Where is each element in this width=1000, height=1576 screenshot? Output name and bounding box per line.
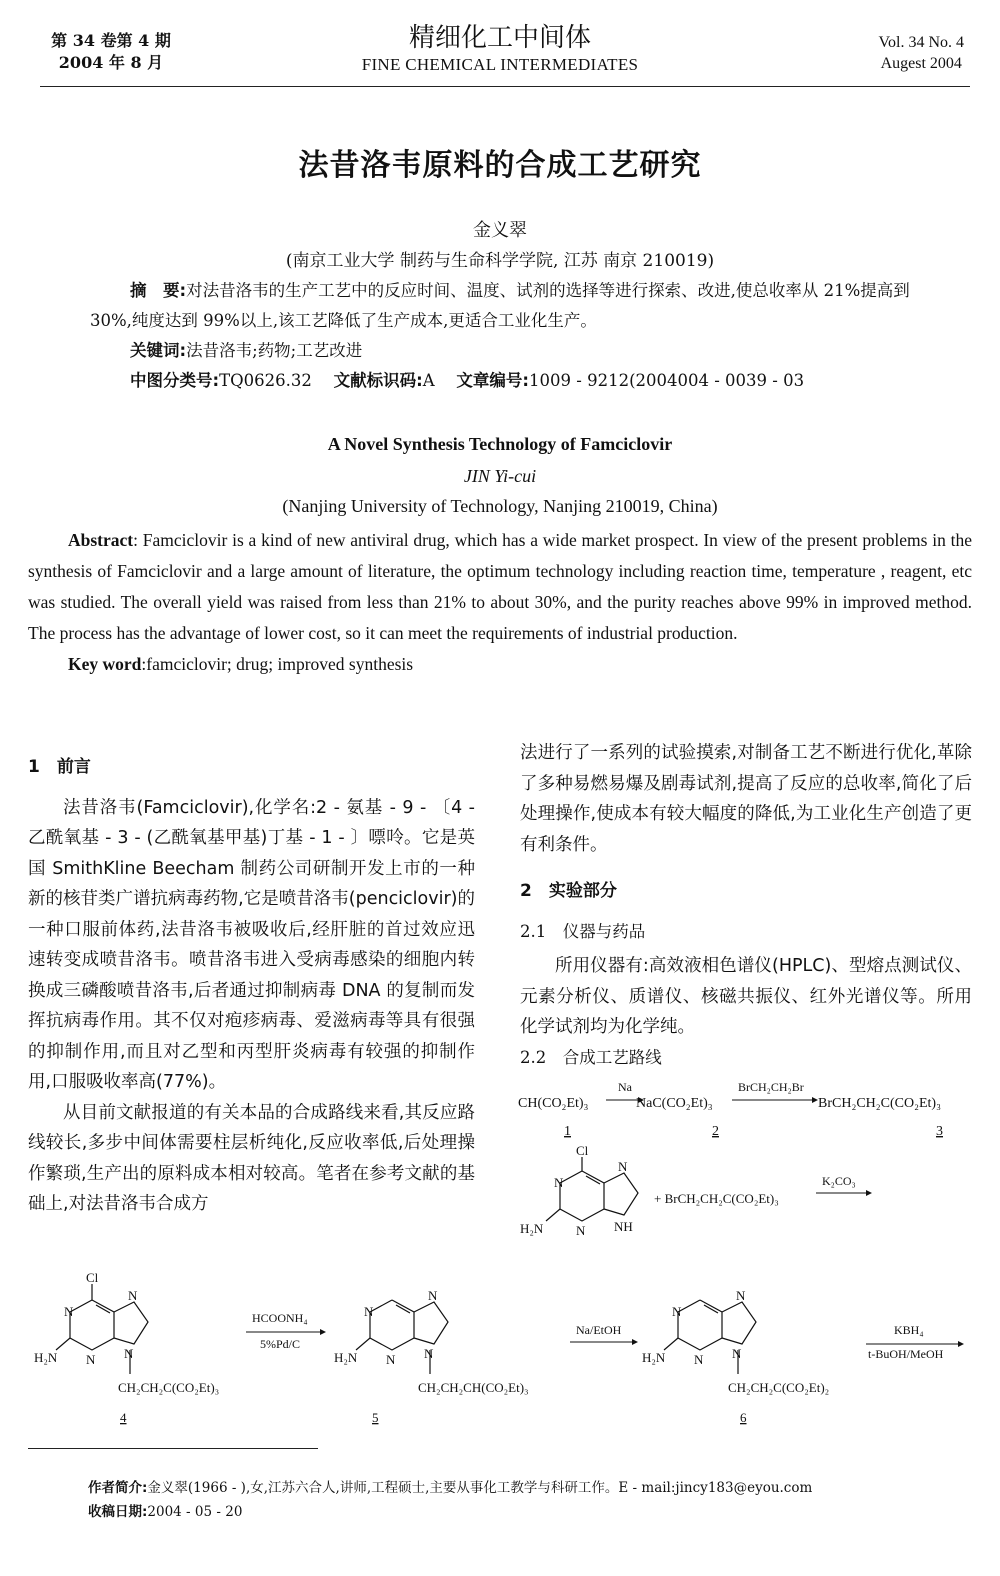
reagent-dibromoethane: BrCH₂CH₂Br <box>738 1080 804 1094</box>
paper-title: 法昔洛韦原料的合成工艺研究 <box>298 148 702 183</box>
affiliation-en: (Nanjing University of Technology, Nanjing 210019, China) <box>282 496 718 516</box>
left-column <box>28 752 475 1220</box>
c4-n-atom-3: N <box>86 1352 96 1367</box>
reagent-k2co3: K₂CO₃ <box>822 1174 856 1188</box>
purine-n-atom-3: N <box>576 1223 586 1238</box>
section-2-2-heading: 2.2 合成工艺路线 <box>520 1047 662 1067</box>
author-bio <box>88 1476 970 1500</box>
footnote-rule <box>28 1448 318 1449</box>
label-4: 4 <box>120 1410 127 1425</box>
doc-code-label: 文献标识码: <box>333 371 423 390</box>
keywords-cn-text: 法昔洛韦;药物;工艺改进 <box>186 341 363 360</box>
keywords-en <box>28 649 972 680</box>
header-volume-en: Vol. 34 No. 4 <box>878 34 964 51</box>
c5-n-atom-3: N <box>386 1352 396 1367</box>
journal-name-cn: 精细化工中间体 <box>408 23 591 53</box>
c4-amino: H₂N <box>34 1350 58 1365</box>
received-date-label: 收稿日期: <box>88 1504 148 1520</box>
right-column <box>520 738 972 1073</box>
purine-n-atom-7: N <box>618 1159 628 1174</box>
author-cn: 金义翠 <box>473 220 527 241</box>
title-en: A Novel Synthesis Technology of Famciclovir <box>327 434 673 454</box>
section-2-heading: 2 实验部分 <box>520 881 617 901</box>
section-1-paragraph-2: 从目前文献报道的有关本品的合成路线来看,其反应路线较长,多步中间体需要柱层析纯化,反应收率低,后处理操作繁琐,生产出的原料成本相对较高。笔者在参考文献的基础上,对法昔洛韦合成方 <box>28 1102 475 1214</box>
c4-cl-atom: Cl <box>86 1270 99 1285</box>
c6-side-chain: CH₂CH₂C(CO₂Et)₂ <box>728 1380 830 1395</box>
header-volume-cn: 第 34 卷第 4 期 <box>51 31 171 50</box>
footnote <box>88 1476 970 1524</box>
abstract-cn <box>90 276 910 336</box>
abstract-en <box>28 525 972 649</box>
arrow-4-head <box>320 1329 326 1335</box>
section-1-heading: 1 前言 <box>28 757 91 777</box>
received-date-value: 2004 - 05 - 20 <box>147 1504 243 1520</box>
reagent-na: Na <box>618 1080 632 1094</box>
author-bio-text: 金义翠(1966 - ),女,江苏六合人,讲师,工程硕士,主要从事化工教学与科研工作。E - mail:jincy183@eyou.com <box>147 1480 813 1496</box>
purine-nh-atom: NH <box>614 1219 633 1234</box>
clc-value: TQ0626.32 <box>219 371 312 390</box>
header-journal <box>300 22 700 76</box>
abstract-en-text: : Famciclovir is a kind of new antiviral drug, which has a wide market prospect. In view of the present problems in the synthesis of Famciclovir and a large amount of literature, the optimum technology including reaction time, temperature , reagent, etc was studied. The overall yield was raised from less than 21% to about 30%, and the purity reaches above 99% in improved method. The process has the advantage of lower cost, so it can meet the requirements of industrial production. <box>28 530 972 643</box>
reagent-na-etoh: Na/EtOH <box>576 1323 622 1337</box>
header-issue <box>46 30 176 74</box>
c5-n-atom-9: N <box>424 1346 434 1361</box>
article-no-value: 1009 - 9212(2004004 - 0039 - 03 <box>529 371 805 390</box>
purine-amino: H₂N <box>520 1221 544 1236</box>
c6-amino: H₂N <box>642 1350 666 1365</box>
label-6: 6 <box>740 1410 747 1425</box>
compound-2-formula: NaC(CO₂Et)₃ <box>636 1096 713 1111</box>
c4-side-chain: CH₂CH₂C(CO₂Et)₃ <box>118 1380 220 1395</box>
c6-n-atom-9: N <box>732 1346 742 1361</box>
author-en: JIN Yi-cui <box>463 466 537 486</box>
keywords-cn-label: 关键词: <box>130 341 187 360</box>
classification-line <box>90 366 910 396</box>
alkyl-bromide-reagent: + BrCH₂CH₂C(CO₂Et)₃ <box>654 1191 779 1206</box>
author-bio-label: 作者简介: <box>88 1480 148 1496</box>
affiliation-cn: (南京工业大学 制药与生命科学学院, 江苏 南京 210019) <box>285 251 715 271</box>
c6-n-atom-7: N <box>736 1288 746 1303</box>
compound-1-formula: CH(CO₂Et)₃ <box>518 1096 589 1111</box>
header-rule <box>40 86 970 87</box>
section-2-1-heading: 2.1 仪器与药品 <box>520 921 646 941</box>
abstract-en-block <box>28 525 972 680</box>
c5-amino: H₂N <box>334 1350 358 1365</box>
received-date <box>88 1500 970 1524</box>
compound-3-formula: BrCH₂CH₂C(CO₂Et)₃ <box>818 1096 941 1111</box>
reagent-ammonium-formate: HCOONH₄ <box>252 1311 308 1325</box>
abstract-cn-block <box>90 276 910 396</box>
abstract-cn-text: 对法昔洛韦的生产工艺中的反应时间、温度、试剂的选择等进行探索、改进,使总收率从 21%提高到 30%,纯度达到 99%以上,该工艺降低了生产成本,更适合工业化生产。 <box>90 281 910 330</box>
c6-n-atom-1: N <box>672 1304 682 1319</box>
header-volume-en-block <box>879 32 965 74</box>
section-1-paragraph-2-cont: 法进行了一系列的试验摸索,对制备工艺不断进行优化,革除了多种易燃易爆及剧毒试剂,提高了反应的总收率,简化了后处理操作,使成本有较大幅度的降低,为工业化生产创造了更有利条件。 <box>520 743 972 855</box>
section-2-1-text: 所用仪器有:高效液相色谱仪(HPLC)、型熔点测试仪、元素分析仪、质谱仪、核磁共振仪、红外光谱仪等。所用化学试剂均为化学纯。 <box>520 956 972 1037</box>
c5-n-atom-1: N <box>364 1304 374 1319</box>
c4-n-atom-7: N <box>128 1288 138 1303</box>
label-5: 5 <box>372 1410 379 1425</box>
reagent-solvent: t-BuOH/MeOH <box>868 1347 944 1361</box>
reagent-kbh4: KBH₄ <box>894 1323 924 1337</box>
keywords-cn <box>90 336 910 366</box>
doc-code-value: A <box>422 371 435 390</box>
c6-n-atom-3: N <box>694 1352 704 1367</box>
header-date-cn: 2004 年 8 月 <box>58 53 164 72</box>
c5-side-chain: CH₂CH₂CH(CO₂Et)₃ <box>418 1380 529 1395</box>
scheme-bottom <box>20 1262 980 1437</box>
label-3: 3 <box>936 1124 943 1139</box>
c4-n-atom-1: N <box>64 1304 74 1319</box>
label-2: 2 <box>712 1124 719 1139</box>
keywords-en-text: :famciclovir; drug; improved synthesis <box>141 654 414 674</box>
c5-n-atom-7: N <box>428 1288 438 1303</box>
journal-name-en: FINE CHEMICAL INTERMEDIATES <box>361 55 639 74</box>
arrow-3-head <box>866 1190 872 1196</box>
arrow-6-head <box>958 1341 964 1347</box>
purine-n-atom-1: N <box>554 1175 564 1190</box>
arrow-5-head <box>632 1339 638 1345</box>
clc-label: 中图分类号: <box>130 371 220 390</box>
purine-cl-atom: Cl <box>576 1143 589 1158</box>
header-date-en: Augest 2004 <box>880 55 962 72</box>
keywords-en-label: Key word <box>68 654 142 674</box>
c4-n-atom-9: N <box>124 1346 134 1361</box>
reagent-pd-c: 5%Pd/C <box>260 1337 301 1351</box>
label-1: 1 <box>564 1124 571 1139</box>
section-1-paragraph-1: 法昔洛韦(Famciclovir),化学名:2 - 氨基 - 9 - 〔4 - 乙酰氧基 - 3 - (乙酰氧基甲基)丁基 - 1 - 〕嘌呤。它是英国 SmithKline Beecham 制药公司研制开发上市的一种新的核苷类广谱抗病毒药物,它是喷昔洛韦(penciclovir)的一种口服前体药,法昔洛韦被吸收后,经肝脏的首过效应迅速转变成喷昔洛韦。喷昔洛韦进入受病毒感染的细胞内转换成三磷酸喷昔洛韦,后者通过抑制病毒 DNA 的复制而发挥抗病毒作用。其不仅对疱疹病毒、爱滋病毒等具有很强的抑制作用,而且对乙型和丙型肝炎病毒有较强的抑制作用,口服吸收率高(77%)。 <box>28 797 475 1092</box>
article-no-label: 文章编号: <box>456 371 530 390</box>
abstract-cn-label: 摘 要: <box>130 281 187 300</box>
abstract-en-label: Abstract <box>68 530 134 550</box>
scheme-top <box>510 1075 990 1255</box>
